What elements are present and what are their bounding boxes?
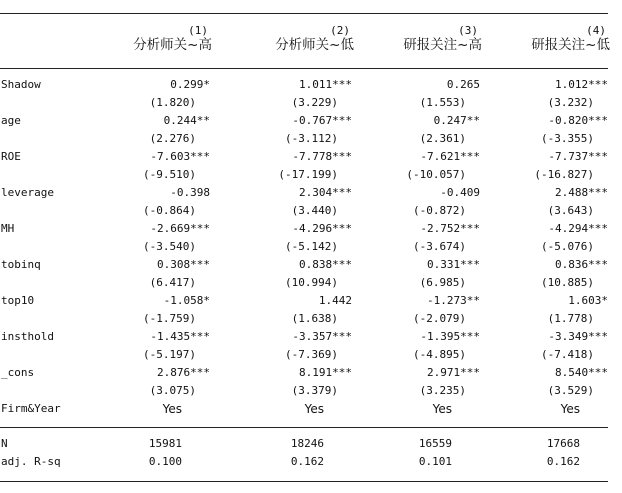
t-stat-cell: (-5.197)	[143, 348, 196, 361]
t-stat-cell: (-17.199)	[278, 168, 338, 181]
t-stat-cell: (-2.079)	[413, 312, 466, 325]
t-stat-cell: (-0.864)	[143, 204, 196, 217]
t-stat-cell: (-3.674)	[413, 240, 466, 253]
fe-cell: Yes	[304, 402, 324, 416]
t-stat-cell: (-7.369)	[285, 348, 338, 361]
coef-cell: 2.304***	[299, 186, 352, 199]
stat-label: N	[1, 437, 8, 450]
stat-cell: 17668	[546, 437, 580, 450]
coef-cell: -7.778***	[292, 150, 352, 163]
row-label: age	[1, 114, 21, 127]
t-stat-cell: (2.276)	[149, 132, 196, 145]
t-stat-cell: (3.232)	[547, 96, 594, 109]
coef-cell: -0.409	[440, 186, 480, 199]
row-label: MH	[1, 222, 15, 235]
top-rule	[0, 13, 608, 14]
coef-cell: 2.876***	[157, 366, 210, 379]
t-stat-cell: (-5.076)	[541, 240, 594, 253]
coef-cell: -7.621***	[420, 150, 480, 163]
t-stat-cell: (3.229)	[291, 96, 338, 109]
row-label: leverage	[1, 186, 54, 199]
t-stat-cell: (-7.418)	[541, 348, 594, 361]
t-stat-cell: (-9.510)	[143, 168, 196, 181]
coef-cell: 1.011***	[299, 78, 352, 91]
coef-cell: 0.265	[446, 78, 480, 91]
coef-cell: 1.603*	[568, 294, 608, 307]
fe-cell: Yes	[432, 402, 452, 416]
coef-cell: 1.442	[318, 294, 352, 307]
column-title: 分析师关~低	[275, 37, 354, 53]
coef-cell: -0.767***	[292, 114, 352, 127]
bottom-rule	[0, 481, 608, 482]
stat-cell: 0.100	[148, 455, 182, 468]
coef-cell: -2.752***	[420, 222, 480, 235]
stats-rule	[0, 427, 608, 428]
row-label: top10	[1, 294, 35, 307]
t-stat-cell: (6.417)	[149, 276, 196, 289]
row-label: Shadow	[1, 78, 41, 91]
t-stat-cell: (-0.872)	[413, 204, 466, 217]
t-stat-cell: (2.361)	[419, 132, 466, 145]
fe-cell: Yes	[162, 402, 182, 416]
t-stat-cell: (-3.112)	[285, 132, 338, 145]
row-label: ROE	[1, 150, 21, 163]
column-number: (2)	[330, 24, 350, 37]
stat-cell: 16559	[418, 437, 452, 450]
t-stat-cell: (-16.827)	[534, 168, 594, 181]
row-label: insthold	[1, 330, 54, 343]
t-stat-cell: (-3.540)	[143, 240, 196, 253]
t-stat-cell: (3.440)	[291, 204, 338, 217]
t-stat-cell: (-10.057)	[406, 168, 466, 181]
coef-cell: 1.012***	[555, 78, 608, 91]
t-stat-cell: (6.985)	[419, 276, 466, 289]
t-stat-cell: (1.638)	[291, 312, 338, 325]
coef-cell: -1.395***	[420, 330, 480, 343]
column-number: (1)	[188, 24, 208, 37]
t-stat-cell: (1.553)	[419, 96, 466, 109]
coef-cell: -7.737***	[548, 150, 608, 163]
row-label: _cons	[1, 366, 35, 379]
header-rule	[0, 68, 608, 69]
t-stat-cell: (3.075)	[149, 384, 196, 397]
coef-cell: -1.435***	[150, 330, 210, 343]
coef-cell: 0.838***	[299, 258, 352, 271]
coef-cell: 2.971***	[427, 366, 480, 379]
coef-cell: -1.273**	[427, 294, 480, 307]
t-stat-cell: (1.778)	[547, 312, 594, 325]
stat-cell: 18246	[290, 437, 324, 450]
t-stat-cell: (-3.355)	[541, 132, 594, 145]
t-stat-cell: (3.643)	[547, 204, 594, 217]
coef-cell: 0.331***	[427, 258, 480, 271]
column-title: 研报关注~低	[531, 37, 610, 53]
column-number: (4)	[586, 24, 606, 37]
coef-cell: -4.294***	[548, 222, 608, 235]
t-stat-cell: (3.235)	[419, 384, 466, 397]
t-stat-cell: (10.885)	[541, 276, 594, 289]
column-title: 研报关注~高	[403, 37, 482, 53]
stat-label: adj. R-sq	[1, 455, 61, 468]
coef-cell: -4.296***	[292, 222, 352, 235]
coef-cell: 0.308***	[157, 258, 210, 271]
coef-cell: 0.247**	[433, 114, 480, 127]
t-stat-cell: (-5.142)	[285, 240, 338, 253]
coef-cell: 8.540***	[555, 366, 608, 379]
column-title: 分析师关~高	[133, 37, 212, 53]
coef-cell: -0.820***	[548, 114, 608, 127]
coef-cell: -0.398	[170, 186, 210, 199]
row-label: Firm&Year	[1, 402, 61, 415]
fe-cell: Yes	[560, 402, 580, 416]
coef-cell: 2.488***	[555, 186, 608, 199]
t-stat-cell: (-1.759)	[143, 312, 196, 325]
row-label: tobinq	[1, 258, 41, 271]
coef-cell: 8.191***	[299, 366, 352, 379]
coef-cell: -3.357***	[292, 330, 352, 343]
t-stat-cell: (-4.895)	[413, 348, 466, 361]
coef-cell: -2.669***	[150, 222, 210, 235]
t-stat-cell: (10.994)	[285, 276, 338, 289]
stat-cell: 0.162	[290, 455, 324, 468]
coef-cell: 0.299*	[170, 78, 210, 91]
stat-cell: 15981	[148, 437, 182, 450]
t-stat-cell: (3.379)	[291, 384, 338, 397]
t-stat-cell: (1.820)	[149, 96, 196, 109]
coef-cell: -3.349***	[548, 330, 608, 343]
coef-cell: -1.058*	[163, 294, 210, 307]
t-stat-cell: (3.529)	[547, 384, 594, 397]
coef-cell: 0.244**	[163, 114, 210, 127]
coef-cell: -7.603***	[150, 150, 210, 163]
column-number: (3)	[458, 24, 478, 37]
stat-cell: 0.162	[546, 455, 580, 468]
stat-cell: 0.101	[418, 455, 452, 468]
coef-cell: 0.836***	[555, 258, 608, 271]
